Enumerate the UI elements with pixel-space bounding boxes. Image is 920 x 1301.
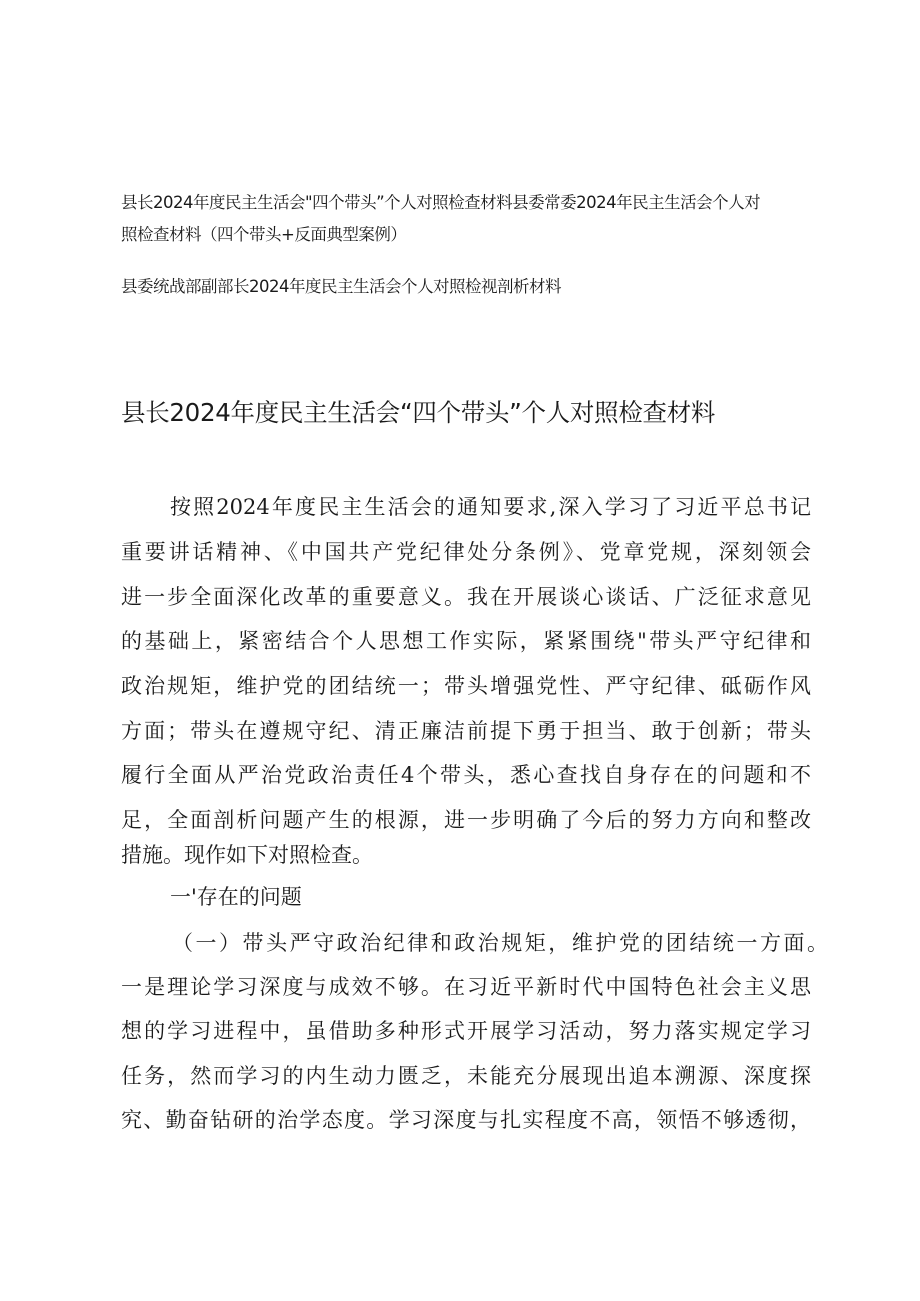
intro-line: 足，全面剖析问题产生的根源，进一步明确了今后的努力方向和整改 xyxy=(121,808,811,832)
intro-line: 措施。现作如下对照检查。 xyxy=(121,843,373,867)
header-title-line-2: 照检查材料（四个带头+反面典型案例） xyxy=(121,225,407,244)
intro-line: 按照2024年度民主生活会的通知要求,深入学习了习近平总书记 xyxy=(170,495,811,519)
intro-line: 重要讲话精神、《中国共产党纪律处分条例》、党章党规，深刻领会 xyxy=(121,540,811,564)
header-title-line-3: 县委统战部副部长2024年度民主生活会个人对照检视剖析材料 xyxy=(121,277,561,296)
document-title: 县长2024年度民主生活会“四个带头”个人对照检查材料 xyxy=(121,398,716,427)
intro-line: 的基础上，紧密结合个人思想工作实际，紧紧围绕"带头严守纪律和 xyxy=(121,629,811,653)
intro-line: 方面；带头在遵规守纪、清正廉洁前提下勇于担当、敢于创新；带头 xyxy=(121,719,811,743)
section-heading: 一'存在的问题 xyxy=(170,885,302,909)
intro-line: 进一步全面深化改革的重要意义。我在开展谈心谈话、广泛征求意见 xyxy=(121,585,811,609)
section-line: 究、勤奋钻研的治学态度。学习深度与扎实程度不高，领悟不够透彻， xyxy=(121,1108,811,1132)
section-line: 任务，然而学习的内生动力匮乏，未能充分展现出追本溯源、深度探 xyxy=(121,1064,811,1088)
intro-line: 履行全面从严治党政治责任4个带头，悉心查找自身存在的问题和不 xyxy=(121,763,811,787)
section-line: 想的学习进程中，虽借助多种形式开展学习活动，努力落实规定学习 xyxy=(121,1019,811,1043)
section-line: 一是理论学习深度与成效不够。在习近平新时代中国特色社会主义思 xyxy=(121,975,811,999)
sub-heading: （一）带头严守政治纪律和政治规矩，维护党的团结统一方面。 xyxy=(172,931,828,955)
intro-line: 政治规矩，维护党的团结统一；带头增强党性、严守纪律、砥砺作风 xyxy=(121,674,811,698)
header-title-line-1: 县长2024年度民主生活会"四个带头”个人对照检查材料县委常委2024年民主生活会个人对 xyxy=(121,193,761,212)
